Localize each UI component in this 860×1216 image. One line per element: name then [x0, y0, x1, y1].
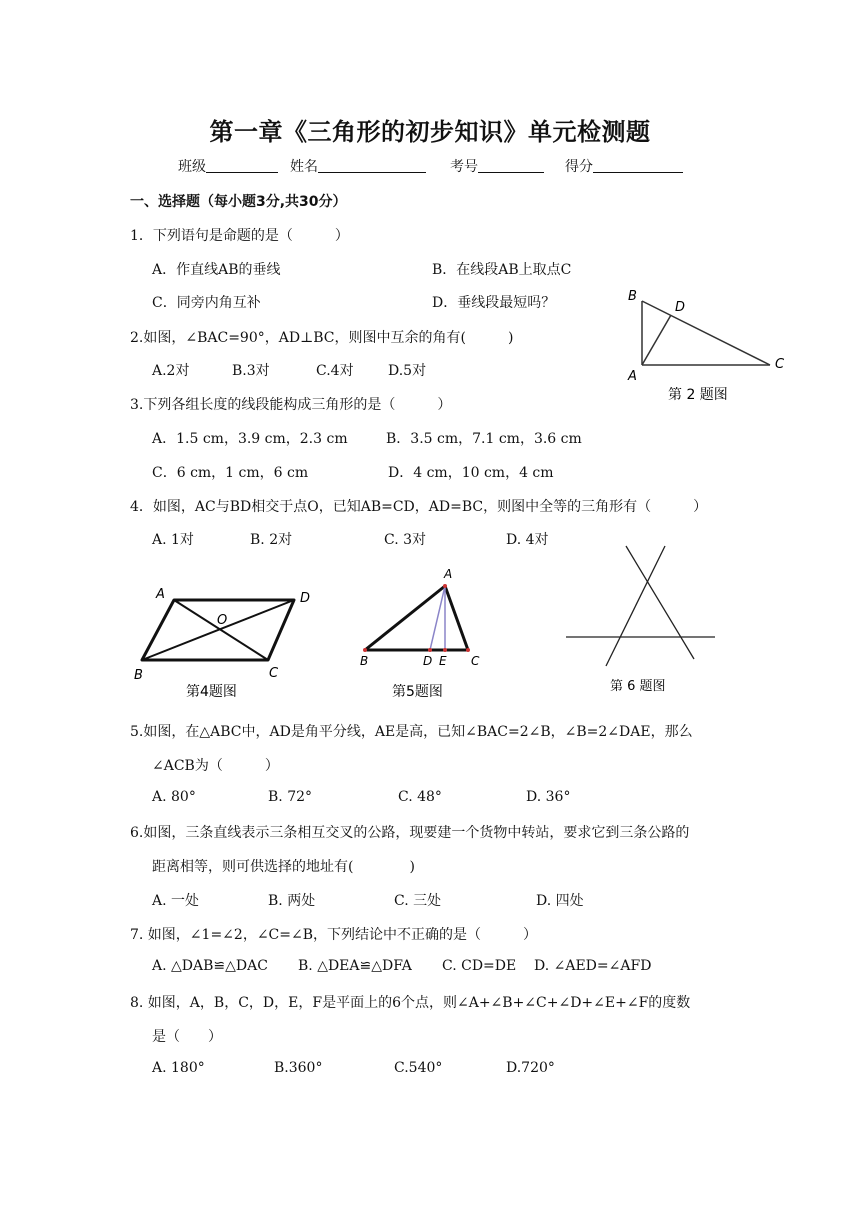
- q8-option-d: D.720°: [506, 1060, 555, 1076]
- fig2-segment-ad: [642, 315, 671, 365]
- fig5-label-e: E: [439, 654, 447, 668]
- q4-option-d: D. 4对: [506, 532, 549, 548]
- q1-stem: 1．下列语句是命题的是（ ）: [130, 228, 349, 244]
- q7-option-c: C. CD=DE: [442, 958, 517, 974]
- q1-option-b: B．在线段AB上取点C: [432, 262, 572, 278]
- q6-stem-line2: 距离相等，则可供选择的地址有( ): [152, 859, 415, 875]
- q2-option-b: B.3对: [232, 363, 270, 379]
- q7-stem: 7. 如图，∠1=∠2，∠C=∠B，下列结论中不正确的是（ ）: [130, 927, 538, 943]
- fig6-caption: 第 6 题图: [610, 679, 666, 694]
- fig2-label-a: A: [628, 369, 637, 384]
- class-field[interactable]: [178, 156, 278, 176]
- q2-option-c: C.4对: [316, 363, 354, 379]
- fig5-point-b: [363, 648, 367, 652]
- q5-option-a: A. 80°: [152, 789, 196, 805]
- fig5-label-c: C: [471, 654, 480, 668]
- class-label: 班级: [178, 159, 206, 175]
- figure-q2: [622, 285, 797, 410]
- fig5-point-e: [443, 648, 447, 652]
- figure-q4: [130, 582, 325, 702]
- q1-option-c: C．同旁内角互补: [152, 295, 261, 311]
- fig6-road-right: [626, 546, 694, 659]
- fig5-triangle: [365, 586, 468, 650]
- fig4-label-o: O: [217, 613, 228, 628]
- q1-option-d: D．垂线段最短吗？: [432, 295, 556, 311]
- number-label: 考号: [450, 159, 478, 175]
- name-blank[interactable]: [318, 158, 426, 173]
- fig2-label-d: D: [675, 300, 686, 315]
- q6-option-a: A. 一处: [152, 893, 200, 909]
- name-field[interactable]: [290, 156, 426, 176]
- fig6-road-left: [606, 546, 665, 666]
- fig2-label-c: C: [775, 357, 785, 372]
- fig4-diagonal-ac: [174, 600, 268, 660]
- score-label: 得分: [565, 159, 593, 175]
- q5-stem-line2: ∠ACB为（ ）: [152, 758, 279, 774]
- q3-option-b: B．3.5 cm，7.1 cm，3.6 cm: [386, 431, 582, 447]
- figure-q5: [352, 562, 502, 702]
- q7-option-b: B. △DEA≌△DFA: [298, 958, 412, 974]
- fig5-label-d: D: [423, 654, 433, 668]
- q4-option-a: A. 1对: [152, 532, 194, 548]
- q1-option-a: A．作直线AB的垂线: [152, 262, 281, 278]
- fig4-label-b: B: [134, 668, 143, 683]
- q7-option-d: D. ∠AED=∠AFD: [534, 958, 652, 974]
- fig5-point-a: [443, 584, 447, 588]
- fig2-caption: 第 2 题图: [668, 387, 728, 403]
- q4-stem: 4．如图，AC与BD相交于点O，已知AB=CD，AD=BC，则图中全等的三角形有（ ）: [130, 499, 708, 515]
- fig5-caption: 第5题图: [392, 684, 443, 700]
- q6-option-d: D. 四处: [536, 893, 584, 909]
- q2-option-d: D.5对: [388, 363, 427, 379]
- q2-stem: 2.如图，∠BAC=90°，AD⊥BC，则图中互余的角有( ): [130, 330, 514, 346]
- fig4-caption: 第4题图: [186, 684, 237, 700]
- q6-stem-line1: 6.如图，三条直线表示三条相互交叉的公路，现要建一个货物中转站，要求它到三条公路的: [130, 825, 690, 841]
- q8-option-c: C.540°: [394, 1060, 443, 1076]
- q3-option-a: A．1.5 cm，3.9 cm，2.3 cm: [152, 431, 348, 447]
- fig2-label-b: B: [628, 289, 637, 304]
- q3-option-d: D．4 cm，10 cm，4 cm: [388, 465, 554, 481]
- q8-option-b: B.360°: [274, 1060, 323, 1076]
- q8-stem-line1: 8. 如图，A，B，C，D，E，F是平面上的6个点，则∠A+∠B+∠C+∠D+∠E+∠F的度数: [130, 995, 691, 1011]
- q5-stem-line1: 5.如图，在△ABC中，AD是角平分线，AE是高，已知∠BAC=2∠B，∠B=2∠DAE，那么: [130, 724, 693, 740]
- q3-stem: 3.下列各组长度的线段能构成三角形的是（ ）: [130, 397, 452, 413]
- fig5-label-a: A: [444, 567, 453, 581]
- q5-option-d: D. 36°: [526, 789, 571, 805]
- fig5-label-b: B: [360, 654, 369, 668]
- score-field[interactable]: [565, 156, 683, 176]
- q8-stem-line2: 是（ ）: [152, 1029, 222, 1045]
- q5-option-c: C. 48°: [398, 789, 442, 805]
- q7-option-a: A. △DAB≌△DAC: [152, 958, 268, 974]
- page-title: 第一章《三角形的初步知识》单元检测题: [209, 118, 651, 146]
- fig4-label-a: A: [156, 587, 165, 602]
- q4-option-c: C. 3对: [384, 532, 427, 548]
- section-heading: 一、选择题（每小题3分,共30分）: [130, 194, 347, 210]
- score-blank[interactable]: [593, 158, 683, 173]
- number-field[interactable]: [450, 156, 544, 176]
- q6-option-c: C. 三处: [394, 893, 442, 909]
- name-label: 姓名: [290, 159, 318, 175]
- number-blank[interactable]: [478, 158, 544, 173]
- q2-option-a: A.2对: [152, 363, 190, 379]
- q6-option-b: B. 两处: [268, 893, 316, 909]
- figure-q6: [560, 540, 725, 700]
- fig4-label-c: C: [269, 666, 279, 681]
- q5-option-b: B. 72°: [268, 789, 313, 805]
- q8-option-a: A. 180°: [152, 1060, 205, 1076]
- class-blank[interactable]: [206, 158, 278, 173]
- q4-option-b: B. 2对: [250, 532, 293, 548]
- fig4-label-d: D: [300, 591, 311, 606]
- fig5-point-c: [466, 648, 470, 652]
- q3-option-c: C．6 cm，1 cm，6 cm: [152, 465, 309, 481]
- fig5-point-d: [428, 648, 432, 652]
